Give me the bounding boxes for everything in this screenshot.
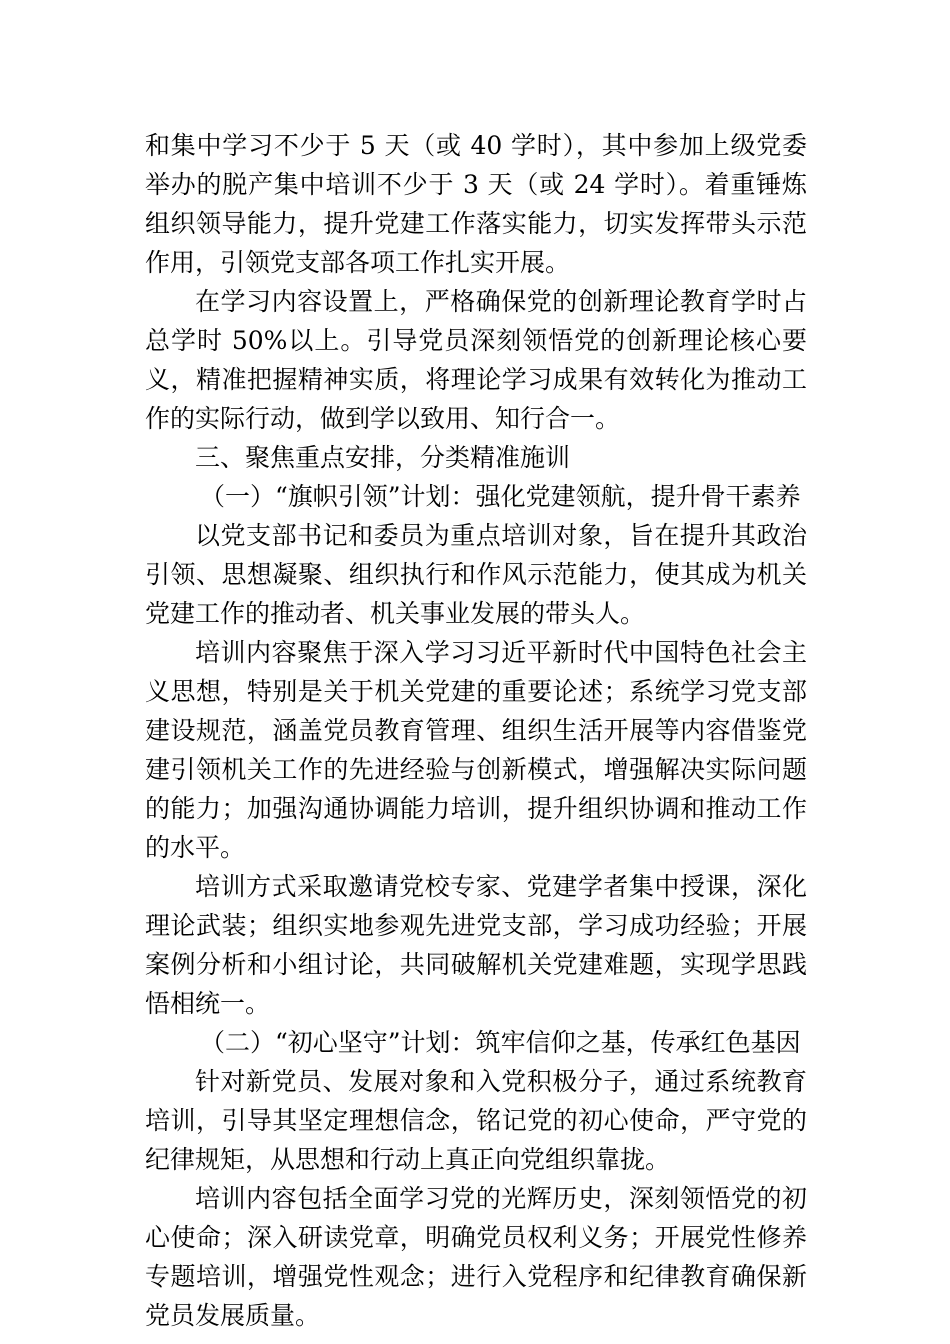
paragraph-new-members-content: 培训内容包括全面学习党的光辉历史，深刻领悟党的初心使命；深入研读党章，明确党员权利义务；开展党性修养专题培训，增强党性观念；进行入党程序和纪律教育确保新党员发展质量。: [145, 1184, 807, 1330]
document-body: [145, 126, 807, 1335]
paragraph-new-members: 针对新党员、发展对象和入党积极分子，通过系统教育培训，引导其坚定理想信念，铭记党的初心使命，严守党的纪律规矩，从思想和行动上真正向党组织靠拢。: [145, 1067, 807, 1174]
paragraph-content: 培训内容聚焦于深入学习习近平新时代中国特色社会主义思想，特别是关于机关党建的重要论述；系统学习党支部建设规范，涵盖党员教育管理、组织生活开展等内容借鉴党建引领机关工作的先进经验与创新模式，增强解决实际问题的能力；加强沟通协调能力培训，提升组织协调和推动工作的水平。: [145, 638, 807, 862]
paragraph-target: 以党支部书记和委员为重点培训对象，旨在提升其政治引领、思想凝聚、组织执行和作风示范能力，使其成为机关党建工作的推动者、机关事业发展的带头人。: [145, 521, 807, 628]
paragraph-continuation: 和集中学习不少于 5 天（或 40 学时），其中参加上级党委举办的脱产集中培训不少于 3 天（或 24 学时）。着重锤炼组织领导能力，提升党建工作落实能力，切实发挥带头示范作用，引领党支部各项工作扎实开展。: [145, 131, 807, 277]
paragraph-method: 培训方式采取邀请党校专家、党建学者集中授课，深化理论武装；组织实地参观先进党支部，学习成功经验；开展案例分析和小组讨论，共同破解机关党建难题，实现学思践悟相统一。: [145, 872, 807, 1018]
subsection-heading-2: （二）“初心坚守”计划：筑牢信仰之基，传承红色基因: [200, 1028, 801, 1057]
paragraph-study-content: 在学习内容设置上，严格确保党的创新理论教育学时占总学时 50%以上。引导党员深刻领悟党的创新理论核心要义，精准把握精神实质，将理论学习成果有效转化为推动工作的实际行动，做到学以致用、知行合一。: [145, 287, 807, 433]
subsection-heading-1: （一）“旗帜引领”计划：强化党建领航，提升骨干素养: [200, 482, 801, 511]
section-heading-3: 三、聚焦重点安排，分类精准施训: [195, 443, 571, 472]
